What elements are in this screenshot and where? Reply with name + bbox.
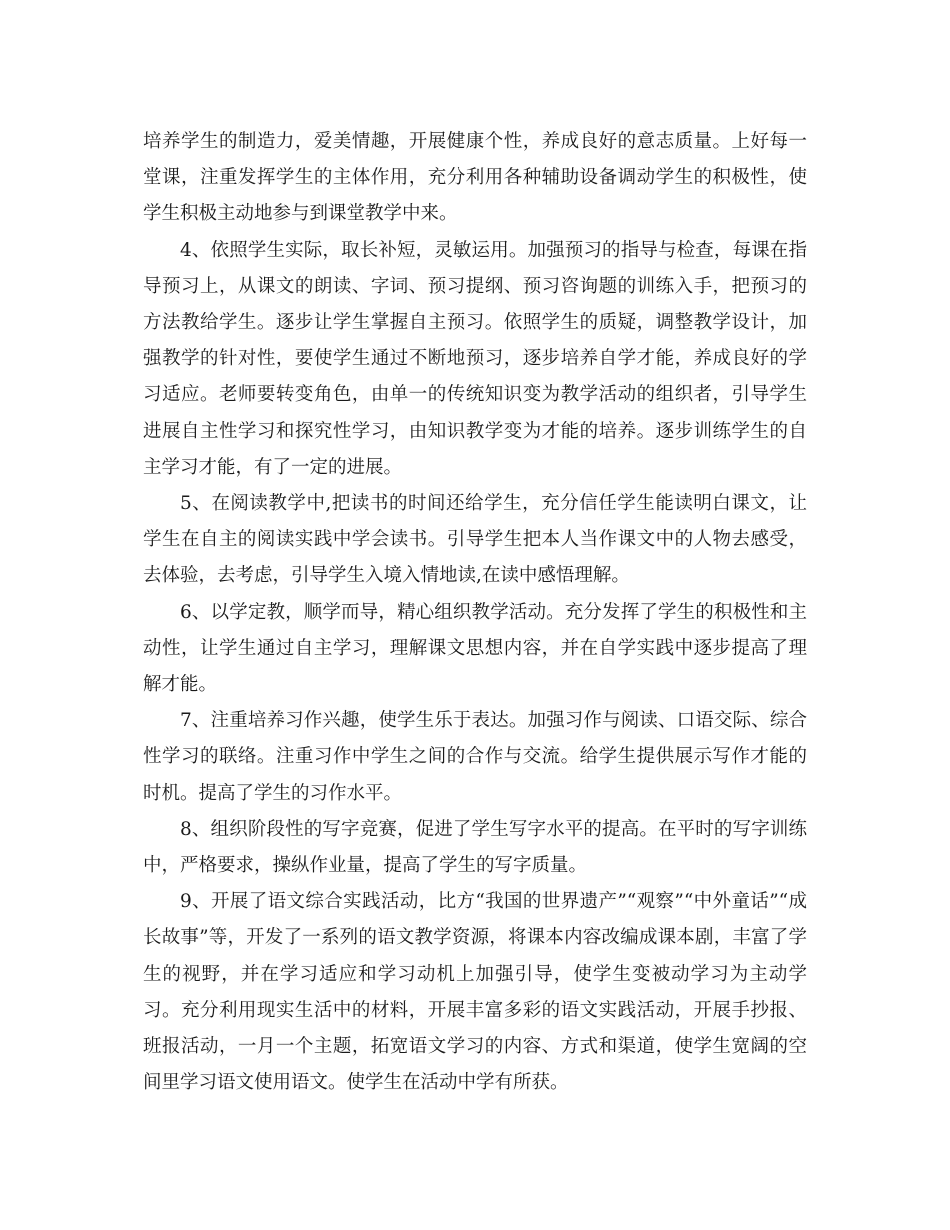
paragraph-item-5: 5、在阅读教学中,把读书的时间还给学生，充分信任学生能读明白课文，让学生在自主的阅读实践中学会读书。引导学生把本人当作课文中的人物去感受，去体验，去考虑，引导学生入境入情地读,在读中感悟理解。 bbox=[143, 493, 807, 587]
paragraph-continued: 培养学生的制造力，爱美情趣，开展健康个性，养成良好的意志质量。上好每一堂课，注重发挥学生的主体作用，充分利用各种辅助设备调动学生的积极性，使学生积极主动地参与到课堂教学中来。 bbox=[143, 131, 807, 225]
paragraph-item-6: 6、以学定教，顺学而导，精心组织教学活动。充分发挥了学生的积极性和主动性，让学生通过自主学习，理解课文思想内容，并在自学实践中逐步提高了理解才能。 bbox=[143, 601, 807, 696]
paragraph-item-4: 4、依照学生实际，取长补短，灵敏运用。加强预习的指导与检查，每课在指导预习上，从课文的朗读、字词、预习提纲、预习咨询题的训练入手，把预习的方法教给学生。逐步让学生掌握自主预习。依照学生的质疑，调整教学设计，加强教学的针对性，要使学生通过不断地预习，逐步培养自学才能，养成良好的学习适应。老师要转变角色，由单一的传统知识变为教学活动的组织者，引导学生进展自主性学习和探究性学习，由知识教学变为才能的培养。逐步训练学生的自主学习才能，有了一定的进展。 bbox=[143, 239, 807, 478]
paragraph-item-8: 8、组织阶段性的写字竞赛，促进了学生写字水平的提高。在平时的写字训练中，严格要求，操纵作业量，提高了学生的写字质量。 bbox=[143, 818, 807, 877]
document-body bbox=[143, 124, 807, 1101]
paragraph-item-7: 7、注重培养习作兴趣，使学生乐于表达。加强习作与阅读、口语交际、综合性学习的联络。注重习作中学生之间的合作与交流。给学生提供展示写作才能的时机。提高了学生的习作水平。 bbox=[143, 710, 807, 804]
paragraph-item-9: 9、开展了语文综合实践活动，比方“我国的世界遗产”“观察”“中外童话”“成长故事”等，开发了一系列的语文教学资源，将课本内容改编成课本剧，丰富了学生的视野，并在学习适应和学习动机上加强引导，使学生变被动学习为主动学习。充分利用现实生活中的材料，开展丰富多彩的语文实践活动，开展手抄报、班报活动，一月一个主题，拓宽语文学习的内容、方式和渠道，使学生宽阔的空间里学习语文使用语文。使学生在活动中学有所获。 bbox=[143, 891, 807, 1094]
